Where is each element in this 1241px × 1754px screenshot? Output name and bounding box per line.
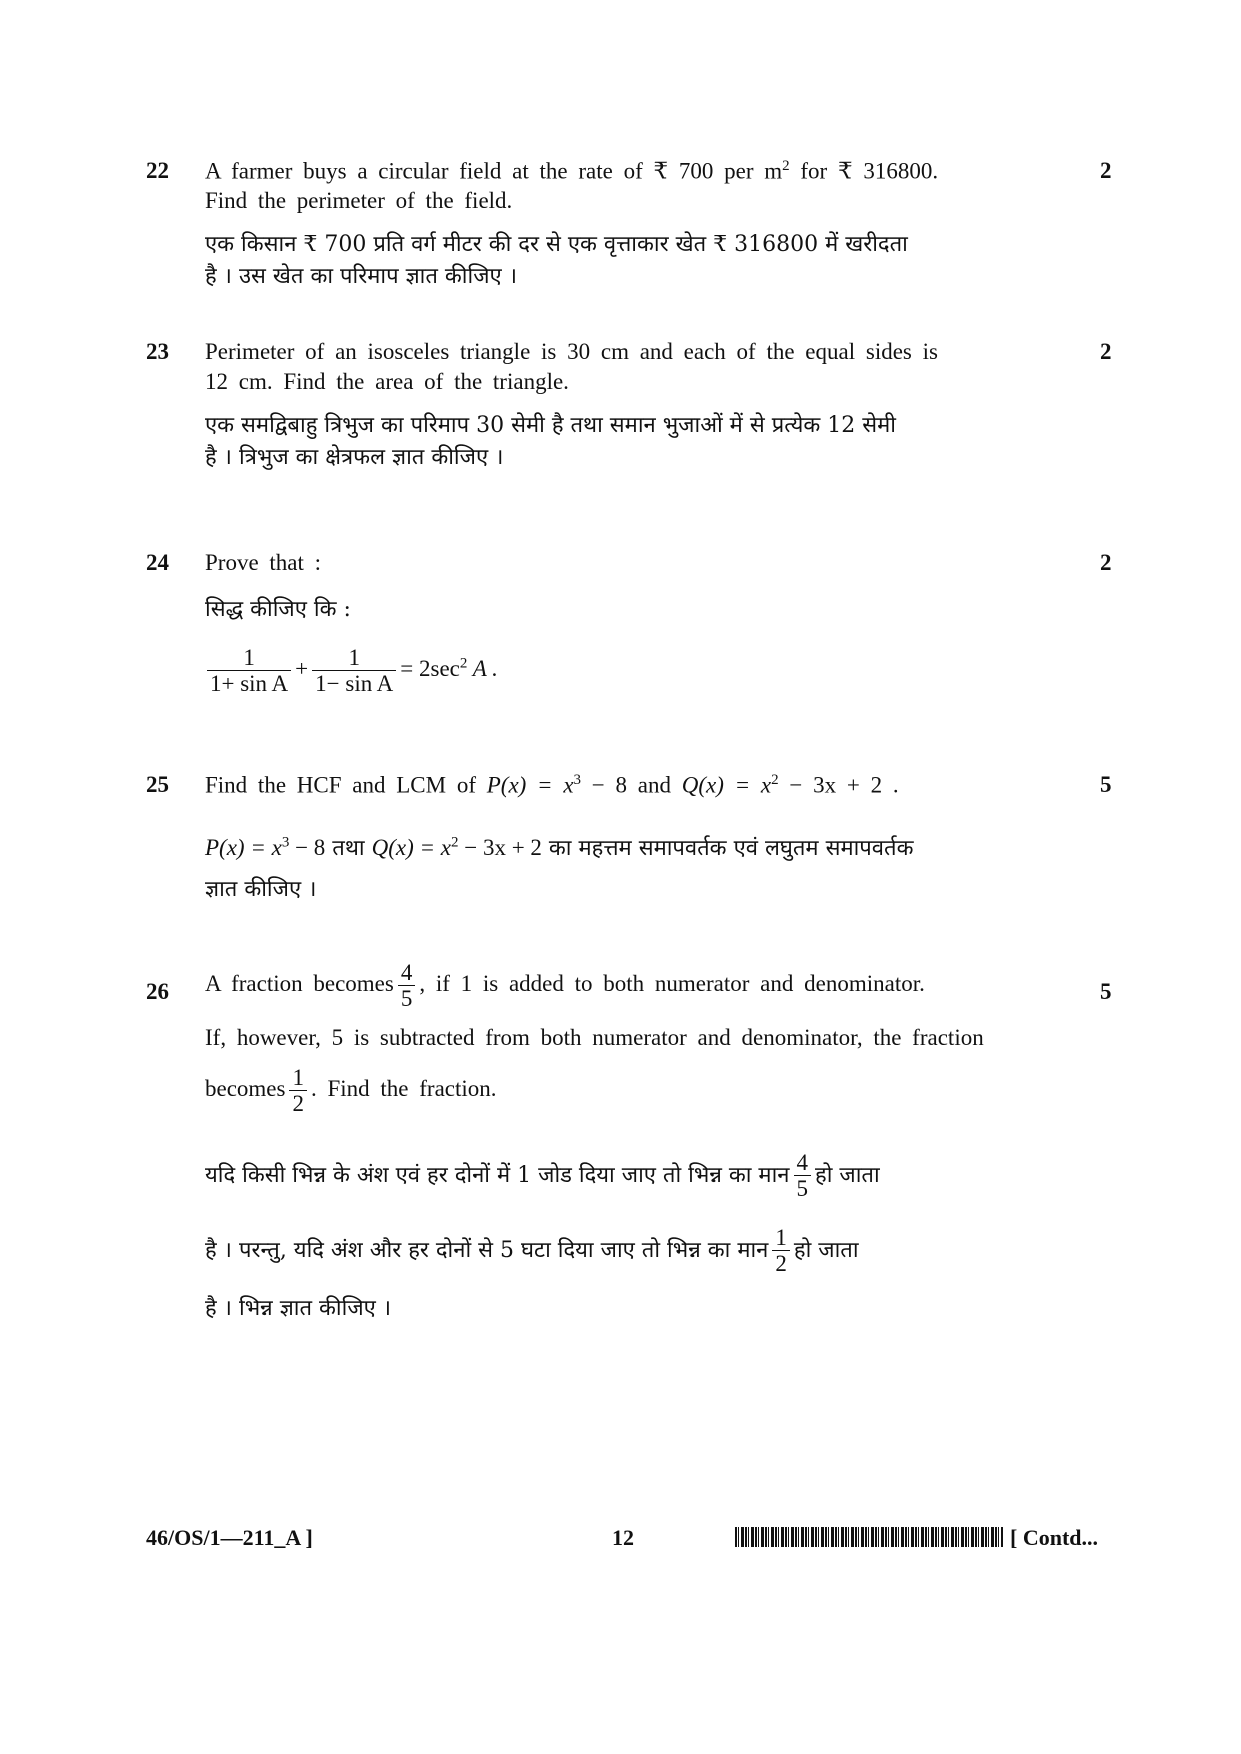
fraction: $\frac{1}{\text{1+ sin A}}$ bbox=[207, 645, 291, 697]
barcode-image bbox=[735, 1527, 1003, 1547]
question-text-en: Prove that : bbox=[205, 550, 322, 575]
question-text-hi: है । भिन्न ज्ञात कीजिए । bbox=[205, 1296, 392, 1321]
question-marks: 2 bbox=[1100, 158, 1112, 183]
question-text-hi: है । परन्तु, यदि अंश और हर दोनों से 5 घटा दिया जाए तो भिन्न का मान $\frac{1}{2}$ हो जाता bbox=[205, 1225, 859, 1277]
question-number: 24 bbox=[146, 550, 169, 575]
question-text-en: Find the HCF and LCM of $P(x) = x^3 - 8$ and $Q(x) = x^2 - 3x + 2$ . bbox=[205, 772, 899, 798]
fraction: $\frac{1}{2}$ bbox=[289, 1065, 307, 1117]
question-number: 25 bbox=[146, 772, 169, 797]
question-text-hi: यदि किसी भिन्न के अंश एवं हर दोनों में 1 जोड दिया जाए तो भिन्न का मान $\frac{4}{5}$ हो जाता bbox=[205, 1150, 880, 1202]
question-text-en: A fraction becomes $\frac{4}{5}$ , if 1 is added to both numerator and denominator. bbox=[205, 960, 925, 1012]
question-text-hi: है । त्रिभुज का क्षेत्रफल ज्ञात कीजिए । bbox=[205, 445, 504, 470]
question-text-en: Perimeter of an isosceles triangle is 30 cm and each of the equal sides is bbox=[205, 339, 938, 364]
question-text-en: If, however, 5 is subtracted from both numerator and denominator, the fraction bbox=[205, 1025, 984, 1050]
question-marks: 5 bbox=[1100, 772, 1112, 797]
question-text-hi: है । उस खेत का परिमाप ज्ञात कीजिए । bbox=[205, 264, 518, 289]
question-marks: 2 bbox=[1100, 550, 1112, 575]
fraction: $\frac{1}{2}$ bbox=[772, 1225, 790, 1277]
page-number: 12 bbox=[612, 1525, 634, 1550]
question-text-hi: एक किसान ₹ 700 प्रति वर्ग मीटर की दर से एक वृत्ताकार खेत ₹ 316800 में खरीदता bbox=[205, 232, 908, 257]
question-marks: 2 bbox=[1100, 339, 1112, 364]
fraction: $\frac{1}{\text{1− sin A}}$ bbox=[312, 645, 396, 697]
fraction: $\frac{4}{5}$ bbox=[794, 1150, 812, 1202]
question-number: 23 bbox=[146, 339, 169, 364]
fraction: $\frac{4}{5}$ bbox=[398, 960, 416, 1012]
trig-identity: $\frac{1}{\text{1+ sin A}}$ + $\frac{1}{\text{1− sin A}}$ = $2\sec^2$ A . bbox=[203, 645, 498, 697]
question-text-en: A farmer buys a circular field at the rate of ₹ 700 per $m^2$ for ₹ 316800. bbox=[205, 158, 939, 184]
question-text-en: becomes $\frac{1}{2}$ . Find the fraction. bbox=[205, 1065, 497, 1117]
question-text-hi: ज्ञात कीजिए । bbox=[205, 877, 317, 902]
question-text-en: Find the perimeter of the field. bbox=[205, 188, 513, 213]
question-number: 22 bbox=[146, 158, 169, 183]
question-text-hi: सिद्ध कीजिए कि : bbox=[205, 597, 351, 622]
contd-label: [ Contd... bbox=[1010, 1525, 1099, 1550]
question-text-hi: एक समद्विबाहु त्रिभुज का परिमाप 30 सेमी है तथा समान भुजाओं में से प्रत्येक 12 सेमी bbox=[205, 413, 896, 438]
question-text-hi: $P(x) = x^3 - 8$ तथा $Q(x) = x^2 - 3x + 2$ का महत्तम समापवर्तक एवं लघुतम समापवर्तक bbox=[205, 834, 914, 861]
paper-code: 46/OS/1—211_A ] bbox=[146, 1525, 313, 1550]
question-number: 26 bbox=[146, 979, 169, 1004]
question-text-en: 12 cm. Find the area of the triangle. bbox=[205, 369, 569, 394]
question-marks: 5 bbox=[1100, 979, 1112, 1004]
